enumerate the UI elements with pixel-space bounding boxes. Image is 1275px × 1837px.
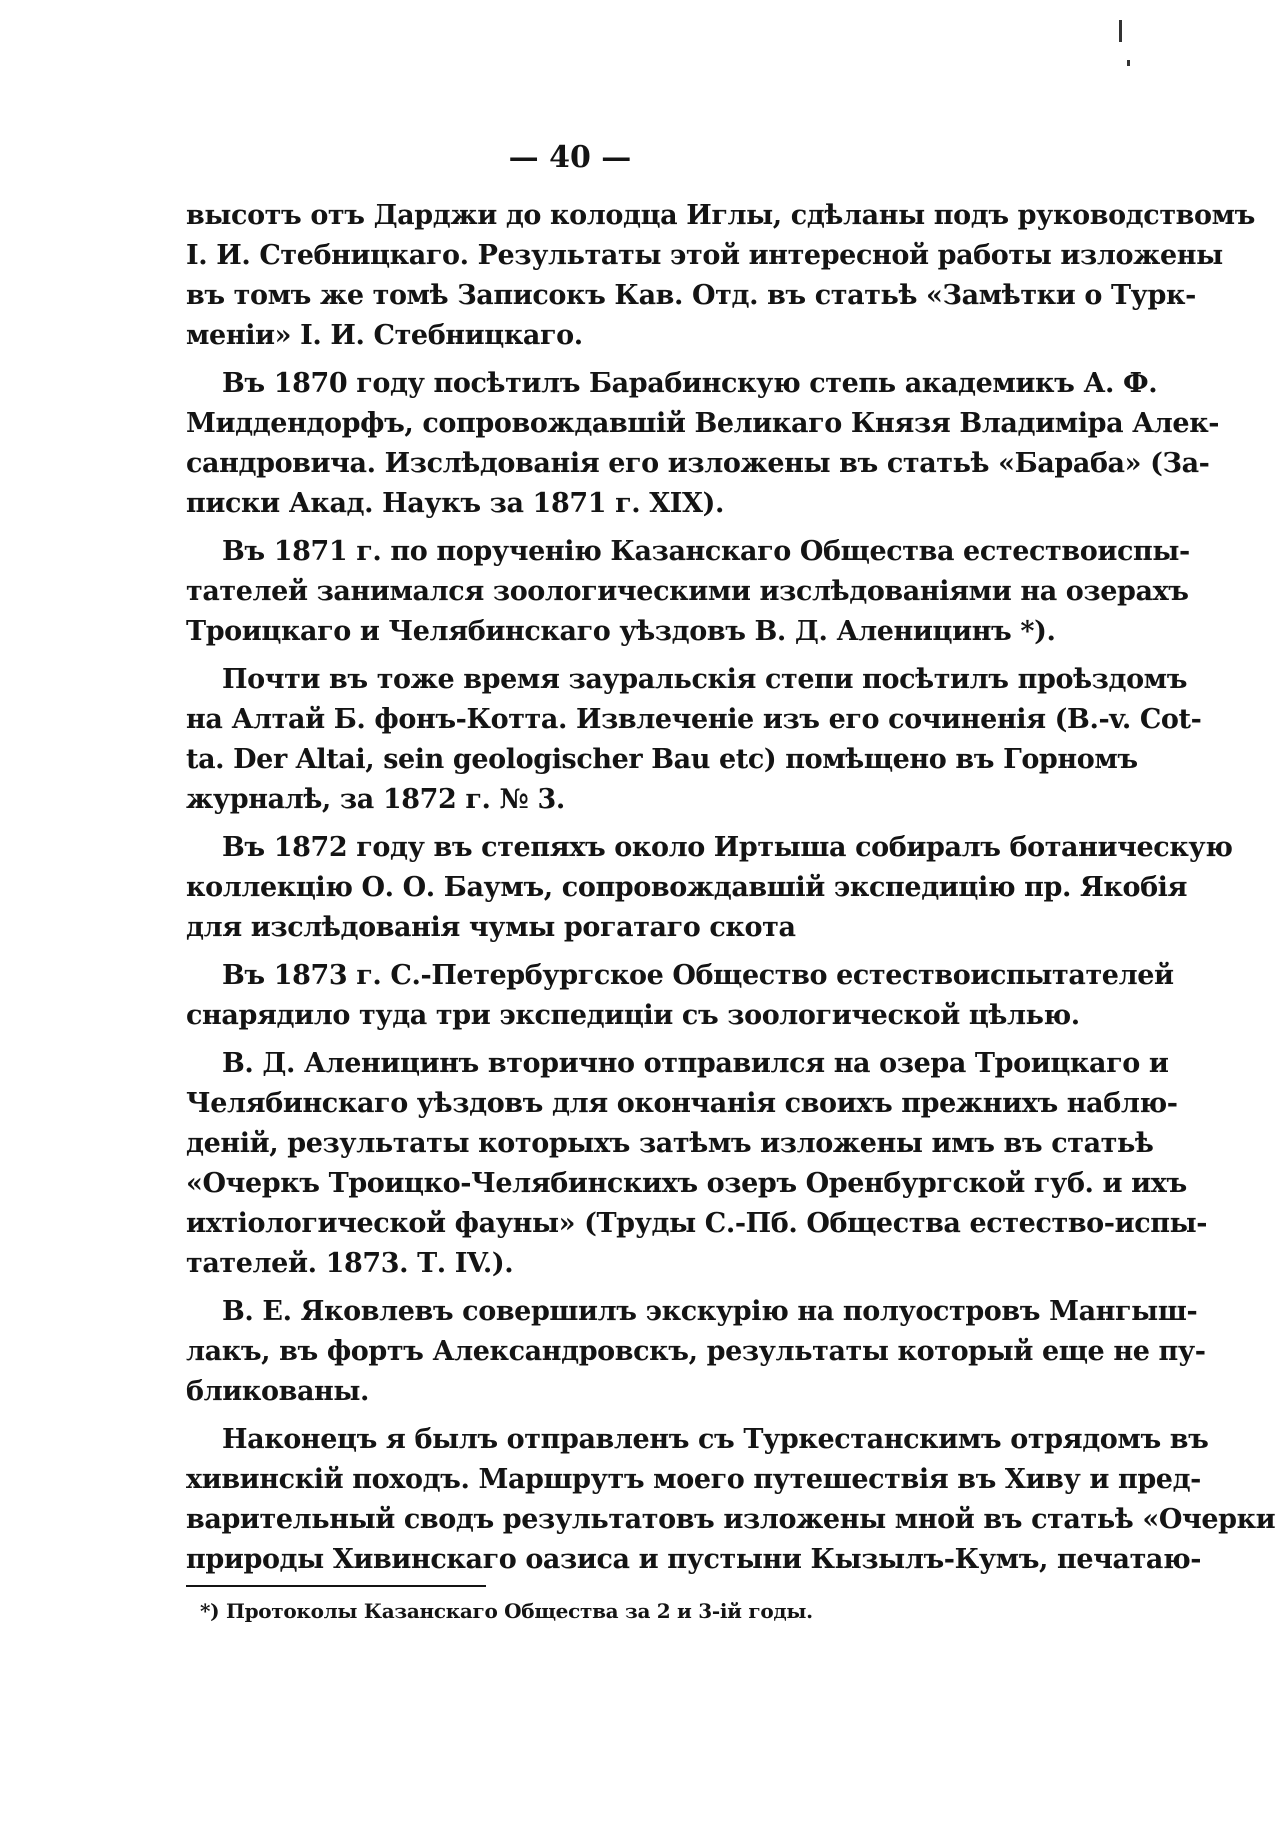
text-line: Въ 1870 году посѣтилъ Барабинскую степь академикъ А. Ф. xyxy=(222,368,1158,399)
text-line: деній, результаты которыхъ затѣмъ изложены имъ въ статьѣ xyxy=(186,1128,1154,1159)
text-line: журналѣ, за 1872 г. № 3. xyxy=(186,784,565,815)
text-line: писки Акад. Наукъ за 1871 г. XIX). xyxy=(186,488,724,519)
text-line: ta. Der Altai, sein geologischer Bau etc) помѣщено въ Горномъ xyxy=(186,744,1138,775)
text-line: Наконецъ я былъ отправленъ съ Туркестанскимъ отрядомъ въ xyxy=(222,1424,1209,1455)
text-line: снарядило туда три экспедиціи съ зоологической цѣлью. xyxy=(186,1000,1080,1031)
text-line: Въ 1872 году въ степяхъ около Иртыша собиралъ ботаническую xyxy=(222,832,1233,863)
text-line: Челябинскаго уѣздовъ для окончанія своихъ прежнихъ наблю- xyxy=(186,1088,1178,1119)
text-line: на Алтай Б. фонъ-Котта. Извлеченіе изъ его сочиненія (B.-v. Cot- xyxy=(186,704,1202,735)
text-line: меніи» I. И. Стебницкаго. xyxy=(186,320,583,351)
text-line: «Очеркъ Троицко-Челябинскихъ озеръ Оренбургской губ. и ихъ xyxy=(186,1168,1187,1199)
text-line: Въ 1871 г. по порученію Казанскаго Общества естествоиспы- xyxy=(222,536,1190,567)
text-line: В. Е. Яковлевъ совершилъ экскурію на полуостровъ Мангыш- xyxy=(222,1296,1198,1327)
paragraph xyxy=(186,828,1233,948)
text-line: тателей. 1873. Т. IV.). xyxy=(186,1248,514,1279)
text-line: Въ 1873 г. С.-Петербургское Общество естествоиспытателей xyxy=(222,960,1174,991)
text-line: варительный сводъ результатовъ изложены мной въ статьѣ «Очерки xyxy=(186,1504,1275,1535)
text-line: коллекцію О. О. Баумъ, сопровождавшій экспедицію пр. Якобія xyxy=(186,872,1188,903)
paragraph xyxy=(186,1292,1206,1412)
text-line: тателей занимался зоологическими изслѣдованіями на озерахъ xyxy=(186,576,1189,607)
paragraph xyxy=(186,364,1220,524)
footnote: *) Протоколы Казанскаго Общества за 2 и 3-ій годы. xyxy=(200,1599,813,1623)
text-line: Почти въ тоже время зауральскія степи посѣтилъ проѣздомъ xyxy=(222,664,1188,695)
margin-mark xyxy=(1119,20,1122,42)
paragraph xyxy=(186,196,1255,356)
paragraph xyxy=(186,660,1202,820)
text-line: сандровича. Изслѣдованія его изложены въ статьѣ «Бараба» (За- xyxy=(186,448,1210,479)
text-line: хивинскій походъ. Маршрутъ моего путешествія въ Хиву и пред- xyxy=(186,1464,1201,1495)
paragraph xyxy=(186,956,1174,1036)
text-line: бликованы. xyxy=(186,1376,370,1407)
text-line: Миддендорфъ, сопровождавшій Великаго Князя Владиміра Алек- xyxy=(186,408,1220,439)
page-number: — 40 — xyxy=(508,140,632,175)
text-line: ихтіологической фауны» (Труды С.-Пб. Общества естество-испы- xyxy=(186,1208,1208,1239)
text-line: природы Хивинскаго оазиса и пустыни Кызылъ-Кумъ, печатаю- xyxy=(186,1544,1202,1575)
text-line: I. И. Стебницкаго. Результаты этой интересной работы изложены xyxy=(186,240,1223,271)
text-line: Троицкаго и Челябинскаго уѣздовъ В. Д. Аленицинъ *). xyxy=(186,616,1056,647)
text-line: высотъ отъ Дарджи до колодца Иглы, сдѣланы подъ руководствомъ xyxy=(186,200,1255,231)
paragraph xyxy=(186,1044,1208,1284)
body-text xyxy=(186,196,1275,1588)
text-line: В. Д. Аленицинъ вторично отправился на озера Троицкаго и xyxy=(222,1048,1169,1079)
paragraph xyxy=(186,532,1190,652)
text-line: въ томъ же томѣ Записокъ Кав. Отд. въ статьѣ «Замѣтки о Турк- xyxy=(186,280,1196,311)
text-line: лакъ, въ фортъ Александровскъ, результаты который еще не пу- xyxy=(186,1336,1206,1367)
footnote-rule xyxy=(186,1585,486,1587)
text-line: для изслѣдованія чумы рогатаго скота xyxy=(186,912,796,943)
margin-mark xyxy=(1127,60,1130,66)
paragraph xyxy=(186,1420,1275,1580)
